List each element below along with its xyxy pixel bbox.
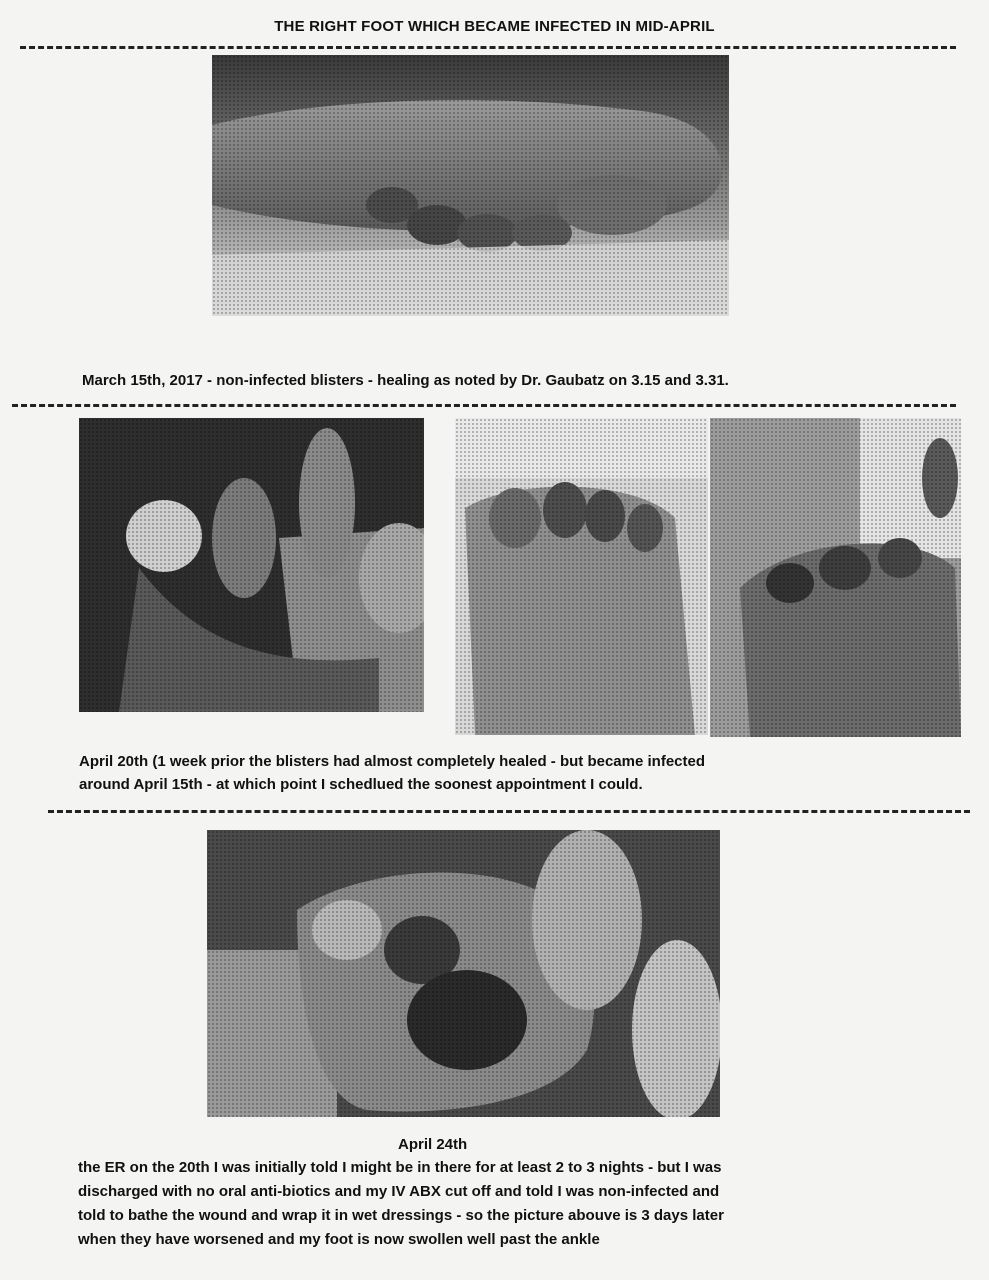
foot-photo-april-20-right <box>710 418 961 737</box>
caption-april-24-line3: told to bathe the wound and wrap it in wet dressings - so the picture abouve is 3 days later <box>78 1207 724 1224</box>
foot-photo-april-20-middle <box>455 418 708 735</box>
dashed-divider <box>12 404 956 407</box>
caption-april-20-line2: around April 15th - at which point I schedlued the soonest appointment I could. <box>79 776 643 793</box>
page-title: THE RIGHT FOOT WHICH BECAME INFECTED IN MID-APRIL <box>274 18 715 35</box>
caption-april-24-line1: the ER on the 20th I was initially told I might be in there for at least 2 to 3 nights - but I was <box>78 1159 722 1176</box>
dashed-divider <box>20 46 956 49</box>
caption-april-20-line1: April 20th (1 week prior the blisters had almost completely healed - but became infected <box>79 753 706 770</box>
caption-april-24-line2: discharged with no oral anti-biotics and my IV ABX cut off and told I was non-infected and <box>78 1183 720 1200</box>
foot-photo-april-24 <box>207 830 720 1117</box>
caption-march-15: March 15th, 2017 - non-infected blisters - healing as noted by Dr. Gaubatz on 3.15 and 3.31. <box>82 372 729 389</box>
foot-photo-march-15 <box>212 55 729 316</box>
foot-photo-april-20-left <box>79 418 424 712</box>
dashed-divider <box>48 810 970 813</box>
caption-april-24-date: April 24th <box>398 1136 468 1153</box>
caption-april-24-line4: when they have worsened and my foot is now swollen well past the ankle <box>78 1231 600 1248</box>
